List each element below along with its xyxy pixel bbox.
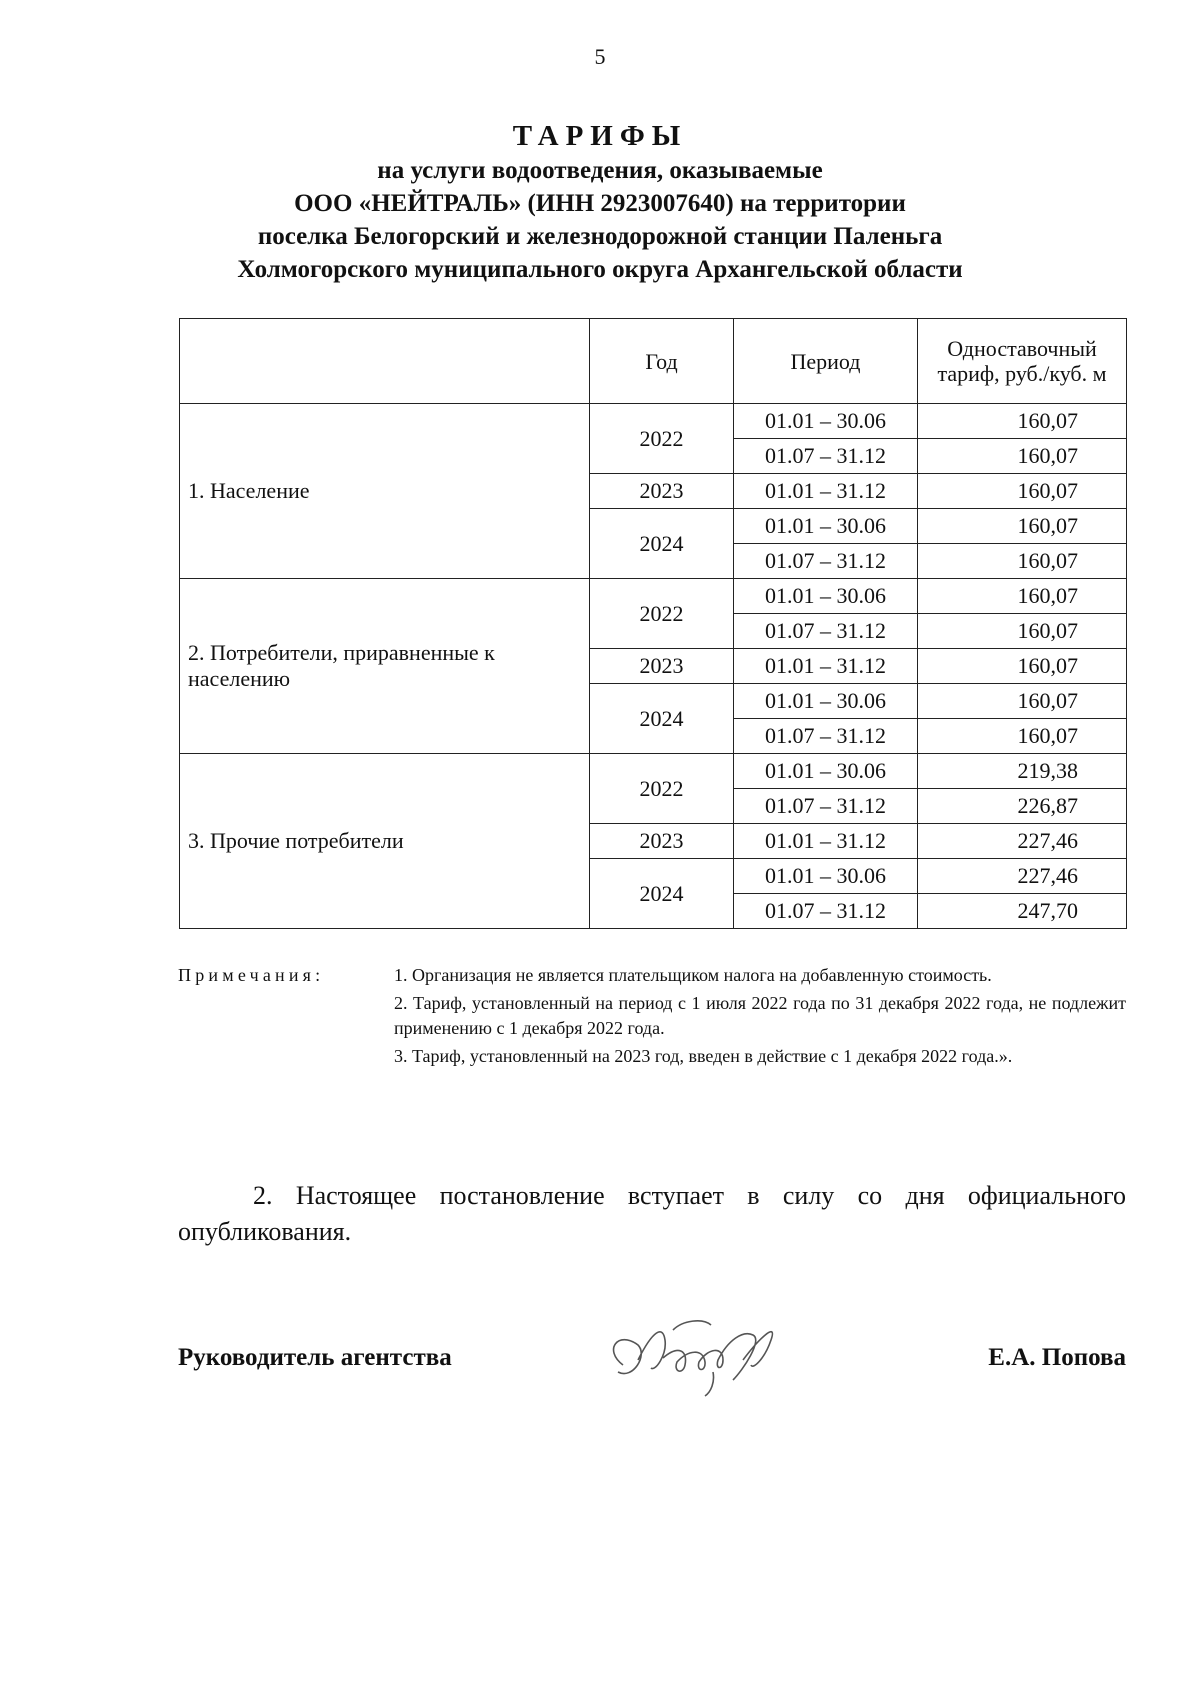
note-item-2: 2. Тариф, установленный на период с 1 июля 2022 года по 31 декабря 2022 года, не подлежит применению с 1 декабря 2022 года. bbox=[394, 993, 1126, 1038]
table-row bbox=[180, 404, 1127, 439]
decree-paragraph: 2. Настоящее постановление вступает в силу со дня официального опубликования. bbox=[178, 1181, 1126, 1246]
table-body bbox=[180, 404, 1127, 929]
year-cell: 2024 bbox=[590, 859, 734, 929]
header-period: Период bbox=[734, 319, 918, 404]
document-title bbox=[150, 118, 1050, 286]
notes bbox=[178, 963, 1126, 1072]
tariff-cell: 160,07 bbox=[918, 649, 1127, 684]
handwritten-signature bbox=[593, 1310, 793, 1400]
title-main: ТАРИФЫ bbox=[512, 120, 688, 152]
signatory-position: Руководитель агентства bbox=[178, 1344, 452, 1371]
period-cell: 01.07 – 31.12 bbox=[734, 439, 918, 474]
table-header-row bbox=[180, 319, 1127, 404]
tariff-cell: 160,07 bbox=[918, 404, 1127, 439]
notes-label: Примечания: bbox=[178, 965, 325, 985]
tariff-cell: 247,70 bbox=[918, 894, 1127, 929]
period-cell: 01.01 – 30.06 bbox=[734, 754, 918, 789]
year-cell: 2022 bbox=[590, 754, 734, 824]
period-cell: 01.07 – 31.12 bbox=[734, 614, 918, 649]
year-cell: 2022 bbox=[590, 579, 734, 649]
title-line-3: поселка Белогорский и железнодорожной станции Паленьга bbox=[257, 223, 943, 250]
note-item-1: 1. Организация не является плательщиком налога на добавленную стоимость. bbox=[394, 965, 992, 985]
tariff-cell: 227,46 bbox=[918, 824, 1127, 859]
tariff-cell: 160,07 bbox=[918, 614, 1127, 649]
period-cell: 01.01 – 30.06 bbox=[734, 859, 918, 894]
tariff-cell: 219,38 bbox=[918, 754, 1127, 789]
tariff-cell: 227,46 bbox=[918, 859, 1127, 894]
category-cell: 2. Потребители, приравненные к населению bbox=[180, 579, 590, 754]
tariff-cell: 160,07 bbox=[918, 579, 1127, 614]
tariff-cell: 160,07 bbox=[918, 719, 1127, 754]
table-row bbox=[180, 579, 1127, 614]
year-cell: 2023 bbox=[590, 649, 734, 684]
year-cell: 2023 bbox=[590, 824, 734, 859]
period-cell: 01.01 – 30.06 bbox=[734, 684, 918, 719]
period-cell: 01.07 – 31.12 bbox=[734, 894, 918, 929]
tariff-cell: 160,07 bbox=[918, 509, 1127, 544]
period-cell: 01.01 – 30.06 bbox=[734, 404, 918, 439]
period-cell: 01.01 – 31.12 bbox=[734, 824, 918, 859]
year-cell: 2024 bbox=[590, 684, 734, 754]
signature-block bbox=[178, 1310, 1126, 1420]
note-item-3: 3. Тариф, установленный на 2023 год, введен в действие с 1 декабря 2022 года.». bbox=[394, 1046, 1013, 1066]
tariff-cell: 160,07 bbox=[918, 474, 1127, 509]
period-cell: 01.01 – 30.06 bbox=[734, 579, 918, 614]
period-cell: 01.01 – 30.06 bbox=[734, 509, 918, 544]
notes-list bbox=[394, 963, 1126, 1072]
tariff-cell: 226,87 bbox=[918, 789, 1127, 824]
signatory-name: Е.А. Попова bbox=[988, 1344, 1126, 1371]
year-cell: 2022 bbox=[590, 404, 734, 474]
table-row bbox=[180, 754, 1127, 789]
page-number: 5 bbox=[594, 44, 606, 69]
title-line-2: ООО «НЕЙТРАЛЬ» (ИНН 2923007640) на территории bbox=[294, 190, 906, 217]
category-cell: 1. Население bbox=[180, 404, 590, 579]
tariff-cell: 160,07 bbox=[918, 684, 1127, 719]
title-line-4: Холмогорского муниципального округа Архангельской области bbox=[237, 256, 963, 283]
tariff-cell: 160,07 bbox=[918, 439, 1127, 474]
tariff-table bbox=[179, 318, 1127, 929]
header-year: Год bbox=[590, 319, 734, 404]
title-line-1: на услуги водоотведения, оказываемые bbox=[377, 157, 823, 184]
tariff-cell: 160,07 bbox=[918, 544, 1127, 579]
period-cell: 01.07 – 31.12 bbox=[734, 544, 918, 579]
header-category bbox=[180, 319, 590, 404]
period-cell: 01.07 – 31.12 bbox=[734, 789, 918, 824]
header-tariff: Одноставочный тариф, руб./куб. м bbox=[918, 319, 1127, 404]
period-cell: 01.07 – 31.12 bbox=[734, 719, 918, 754]
category-cell: 3. Прочие потребители bbox=[180, 754, 590, 929]
period-cell: 01.01 – 31.12 bbox=[734, 474, 918, 509]
year-cell: 2024 bbox=[590, 509, 734, 579]
period-cell: 01.01 – 31.12 bbox=[734, 649, 918, 684]
year-cell: 2023 bbox=[590, 474, 734, 509]
